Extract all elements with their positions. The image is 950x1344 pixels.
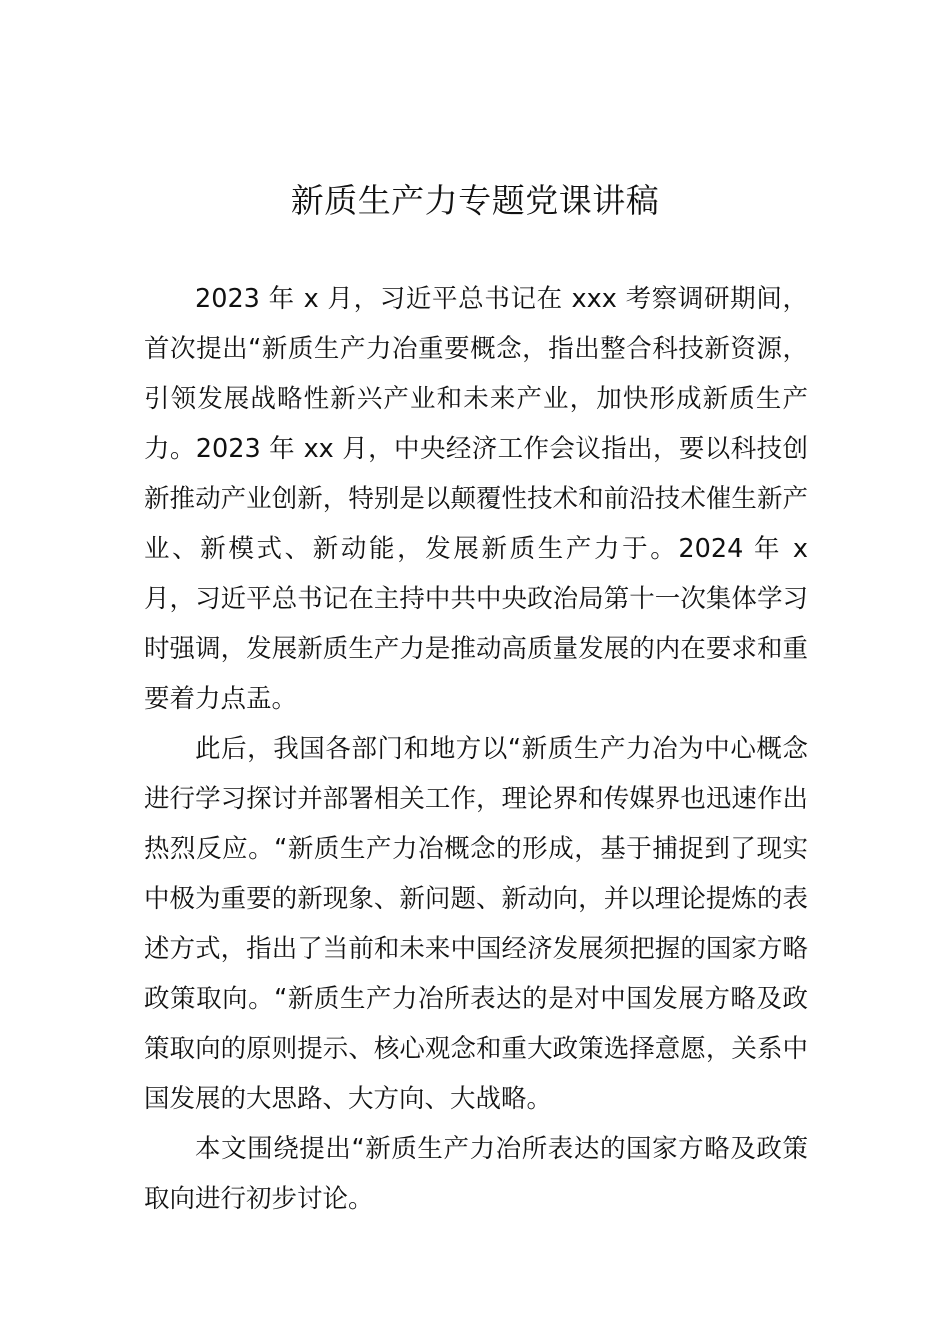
document-body — [144, 274, 808, 1224]
paragraph-2: 此后，我国各部门和地方以“新质生产力冶为中心概念进行学习探讨并部署相关工作，理论界和传媒界也迅速作出热烈反应。“新质生产力冶概念的形成，基于捕捉到了现实中极为重要的新现象、新问题、新动向，并以理论提炼的表述方式，指出了当前和未来中国经济发展须把握的国家方略政策取向。“新质生产力冶所表达的是对中国发展方略及政策取向的原则提示、核心观念和重大政策选择意愿，关系中国发展的大思路、大方向、大战略。 — [144, 734, 808, 1114]
document-title: 新质生产力专题党课讲稿 — [290, 181, 660, 220]
paragraph-1: 2023 年 x 月，习近平总书记在 xxx 考察调研期间，首次提出“新质生产力冶重要概念，指出整合科技新资源，引领发展战略性新兴产业和未来产业，加快形成新质生产力。2023 年 xx 月，中央经济工作会议指出，要以科技创新推动产业创新，特别是以颠覆性技术和前沿技术催生新产业、新模式、新动能，发展新质生产力于。2024 年 x 月，习近平总书记在主持中共中央政治局第十一次集体学习时强调，发展新质生产力是推动高质量发展的内在要求和重要着力点盂。 — [144, 284, 808, 714]
paragraph-3: 本文围绕提出“新质生产力冶所表达的国家方略及政策取向进行初步讨论。 — [144, 1134, 808, 1214]
